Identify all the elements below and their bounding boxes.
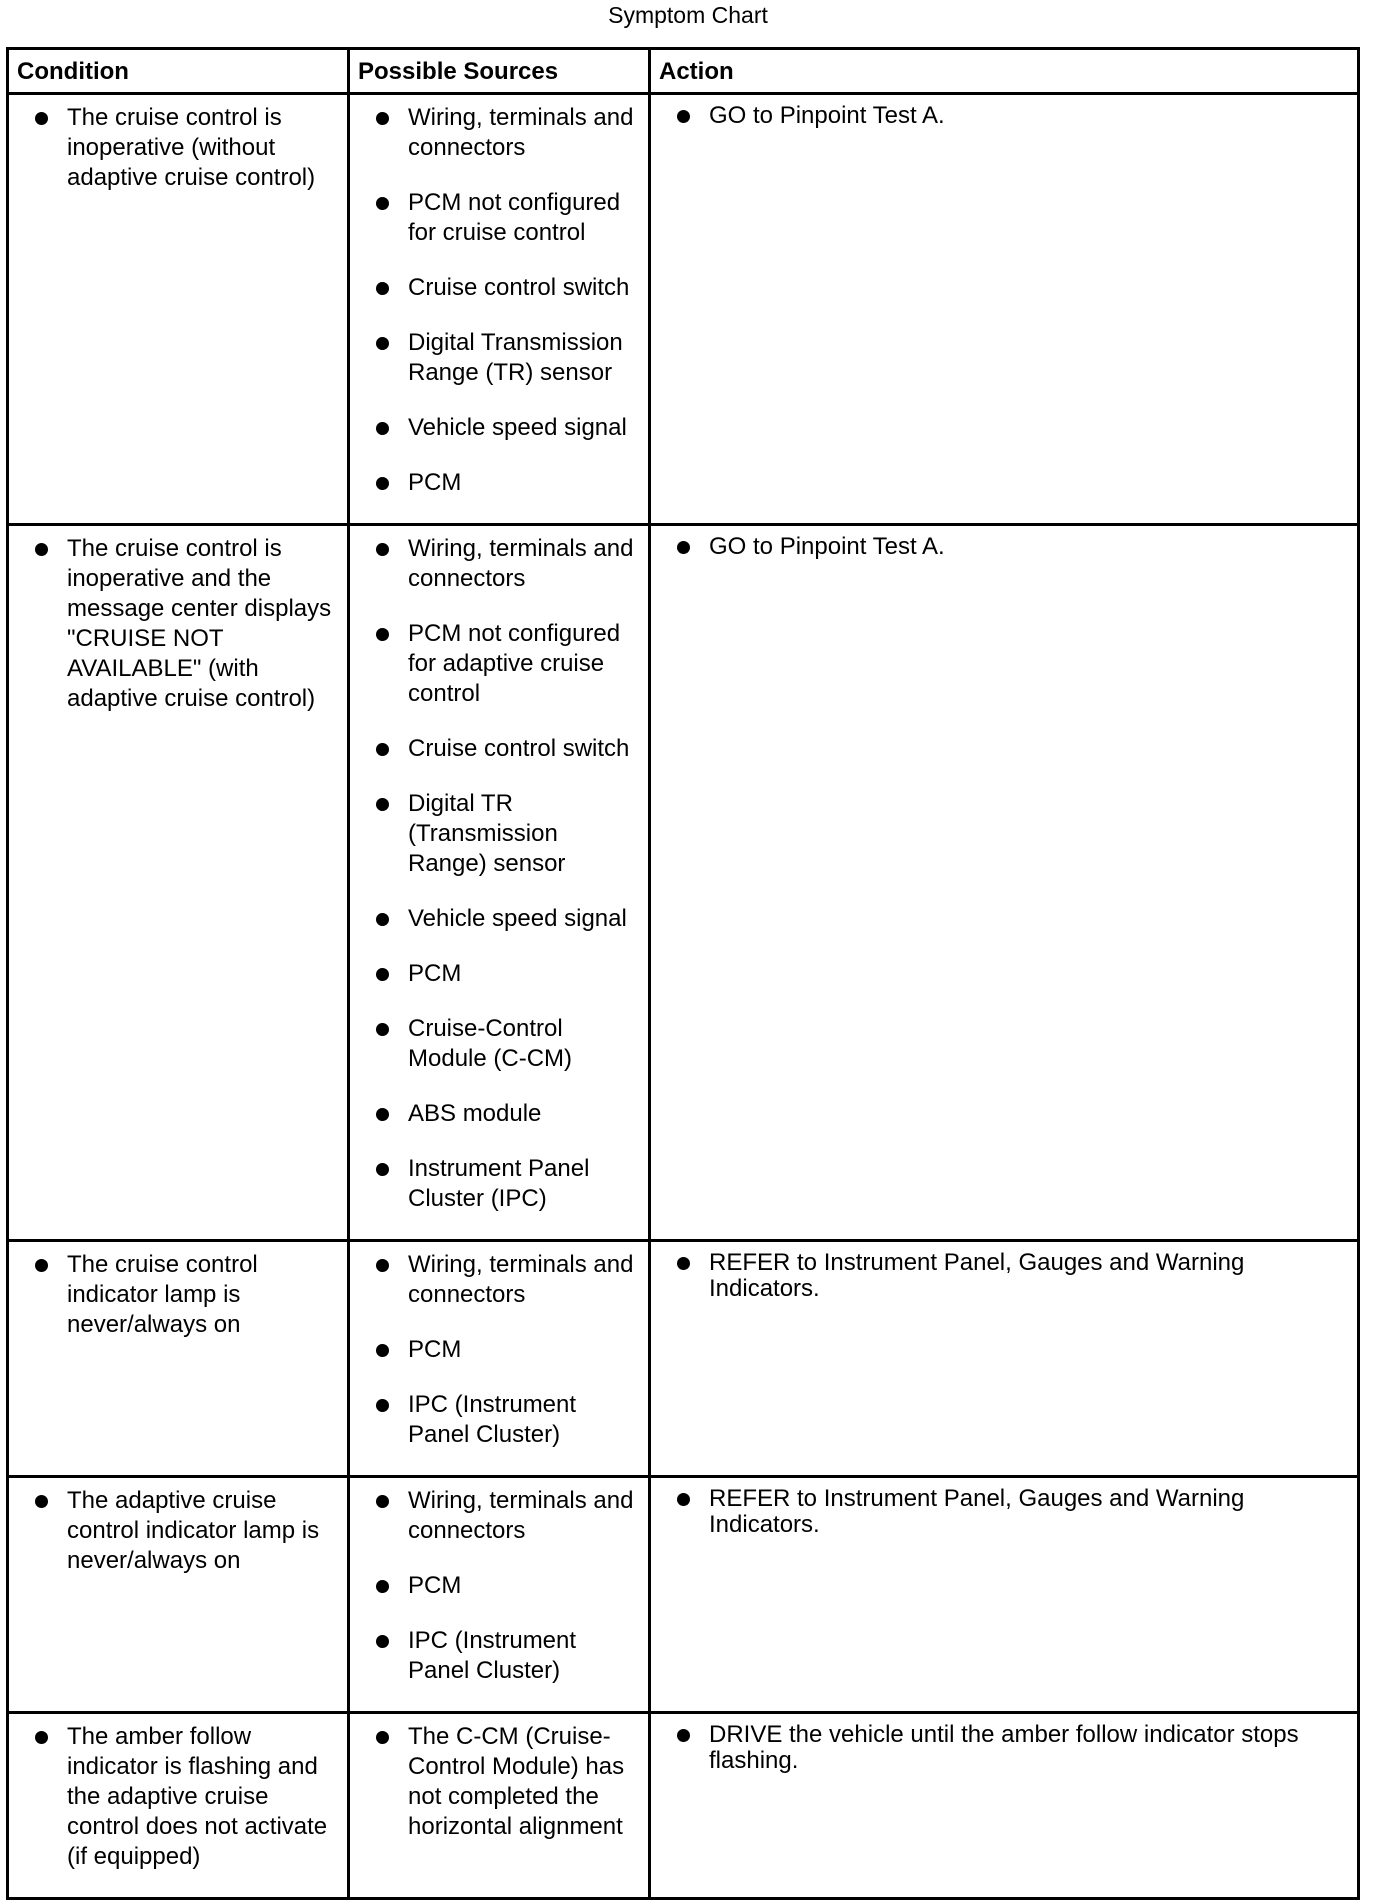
condition-cell bbox=[8, 525, 349, 1241]
action-cell bbox=[650, 525, 1359, 1241]
list-item-text: Instrument Panel Cluster (IPC) bbox=[408, 1155, 590, 1212]
bullet-icon bbox=[376, 282, 389, 295]
bullet-icon bbox=[376, 913, 389, 926]
list-item bbox=[350, 734, 642, 764]
bullet-icon bbox=[677, 541, 690, 554]
bullet-icon bbox=[35, 112, 48, 125]
bullet-icon bbox=[677, 1257, 690, 1270]
bullet-icon bbox=[35, 1495, 48, 1508]
bullet-icon bbox=[376, 337, 389, 350]
list-item bbox=[350, 1722, 642, 1842]
bullet-icon bbox=[376, 1023, 389, 1036]
list-item-text: Vehicle speed signal bbox=[408, 905, 627, 932]
list-item-text: GO to Pinpoint Test A. bbox=[709, 102, 945, 129]
list-item bbox=[350, 188, 642, 248]
bullet-icon bbox=[376, 1108, 389, 1121]
possible-sources-cell bbox=[349, 1241, 650, 1477]
list-item-text: Cruise-Control Module (C-CM) bbox=[408, 1015, 573, 1072]
bullet-icon bbox=[376, 798, 389, 811]
list-item-text: ABS module bbox=[408, 1100, 542, 1127]
list-item-text: REFER to Instrument Panel, Gauges and Warning Indicators. bbox=[709, 1249, 1245, 1302]
list-item-text: Digital TR (Transmission Range) sensor bbox=[408, 790, 566, 877]
list-item-text: PCM bbox=[408, 1572, 462, 1599]
list-item bbox=[350, 328, 642, 388]
possible-sources-cell bbox=[349, 94, 650, 525]
list-item-text: IPC (Instrument Panel Cluster) bbox=[408, 1391, 577, 1448]
list-item-text: Wiring, terminals and connectors bbox=[408, 1487, 634, 1544]
bullet-icon bbox=[376, 197, 389, 210]
list-item-text: The cruise control indicator lamp is never/always on bbox=[67, 1251, 258, 1338]
list-item-text: Wiring, terminals and connectors bbox=[408, 1251, 634, 1308]
list-item bbox=[651, 1250, 1351, 1302]
list-item bbox=[350, 1571, 642, 1601]
bullet-icon bbox=[376, 1259, 389, 1272]
list-item-text: The C-CM (Cruise-Control Module) has not completed the horizontal alignment bbox=[408, 1723, 625, 1840]
list-item-text: The cruise control is inoperative (without adaptive cruise control) bbox=[67, 104, 316, 191]
list-item bbox=[350, 103, 642, 163]
bullet-icon bbox=[376, 1163, 389, 1176]
list-item bbox=[350, 1390, 642, 1450]
bullet-icon bbox=[376, 628, 389, 641]
list-item-text: PCM not configured for cruise control bbox=[408, 189, 621, 246]
list-item bbox=[350, 1250, 642, 1310]
table-row bbox=[8, 1713, 1359, 1899]
table-row bbox=[8, 525, 1359, 1241]
bullet-icon bbox=[677, 110, 690, 123]
table-row bbox=[8, 94, 1359, 525]
list-item bbox=[350, 413, 642, 443]
list-item-text: GO to Pinpoint Test A. bbox=[709, 533, 945, 560]
list-item bbox=[350, 619, 642, 709]
list-item bbox=[9, 534, 341, 714]
bullet-icon bbox=[35, 1731, 48, 1744]
bullet-icon bbox=[376, 1399, 389, 1412]
bullet-icon bbox=[376, 477, 389, 490]
condition-cell bbox=[8, 1241, 349, 1477]
action-cell bbox=[650, 1477, 1359, 1713]
bullet-icon bbox=[677, 1493, 690, 1506]
list-item bbox=[350, 273, 642, 303]
list-item bbox=[350, 1335, 642, 1365]
condition-cell bbox=[8, 94, 349, 525]
bullet-icon bbox=[35, 543, 48, 556]
symptom-chart-table bbox=[6, 47, 1360, 1900]
list-item bbox=[9, 1486, 341, 1576]
list-item-text: DRIVE the vehicle until the amber follow indicator stops flashing. bbox=[709, 1721, 1299, 1774]
condition-cell bbox=[8, 1713, 349, 1899]
action-cell bbox=[650, 94, 1359, 525]
list-item bbox=[350, 904, 642, 934]
list-item bbox=[651, 1486, 1351, 1538]
list-item-text: PCM bbox=[408, 1336, 462, 1363]
list-item-text: Cruise control switch bbox=[408, 274, 630, 301]
list-item-text: PCM bbox=[408, 469, 462, 496]
bullet-icon bbox=[376, 968, 389, 981]
bullet-icon bbox=[376, 422, 389, 435]
list-item bbox=[350, 1014, 642, 1074]
header-condition: Condition bbox=[8, 49, 349, 94]
bullet-icon bbox=[376, 112, 389, 125]
bullet-icon bbox=[376, 743, 389, 756]
bullet-icon bbox=[376, 543, 389, 556]
table-row bbox=[8, 1241, 1359, 1477]
bullet-icon bbox=[376, 1635, 389, 1648]
list-item bbox=[651, 1722, 1351, 1774]
list-item-text: PCM not configured for adaptive cruise control bbox=[408, 620, 621, 707]
list-item bbox=[350, 959, 642, 989]
list-item bbox=[350, 1099, 642, 1129]
bullet-icon bbox=[376, 1344, 389, 1357]
header-action: Action bbox=[650, 49, 1359, 94]
list-item-text: The adaptive cruise control indicator lamp is never/always on bbox=[67, 1487, 320, 1574]
list-item bbox=[350, 1154, 642, 1214]
bullet-icon bbox=[677, 1729, 690, 1742]
list-item bbox=[350, 468, 642, 498]
possible-sources-cell bbox=[349, 1477, 650, 1713]
table-row bbox=[8, 1477, 1359, 1713]
action-cell bbox=[650, 1713, 1359, 1899]
page-title: Symptom Chart bbox=[608, 2, 768, 28]
list-item bbox=[9, 1250, 341, 1340]
list-item-text: Cruise control switch bbox=[408, 735, 630, 762]
condition-cell bbox=[8, 1477, 349, 1713]
list-item-text: Digital Transmission Range (TR) sensor bbox=[408, 329, 623, 386]
list-item-text: Wiring, terminals and connectors bbox=[408, 535, 634, 592]
list-item bbox=[9, 103, 341, 193]
list-item bbox=[350, 1486, 642, 1546]
possible-sources-cell bbox=[349, 525, 650, 1241]
list-item-text: PCM bbox=[408, 960, 462, 987]
bullet-icon bbox=[376, 1731, 389, 1744]
list-item bbox=[350, 1626, 642, 1686]
list-item-text: The cruise control is inoperative and the message center displays "CRUISE NOT AVAILABLE" (with adaptive cruise control) bbox=[67, 535, 332, 712]
list-item bbox=[651, 103, 1351, 129]
bullet-icon bbox=[35, 1259, 48, 1272]
list-item-text: REFER to Instrument Panel, Gauges and Warning Indicators. bbox=[709, 1485, 1245, 1538]
list-item-text: The amber follow indicator is flashing and the adaptive cruise control does not activate (if equipped) bbox=[67, 1723, 328, 1870]
list-item bbox=[350, 789, 642, 879]
table-header-row bbox=[8, 49, 1359, 94]
header-possible-sources: Possible Sources bbox=[349, 49, 650, 94]
list-item-text: Vehicle speed signal bbox=[408, 414, 627, 441]
action-cell bbox=[650, 1241, 1359, 1477]
list-item-text: Wiring, terminals and connectors bbox=[408, 104, 634, 161]
list-item-text: IPC (Instrument Panel Cluster) bbox=[408, 1627, 577, 1684]
bullet-icon bbox=[376, 1495, 389, 1508]
list-item bbox=[651, 534, 1351, 560]
list-item bbox=[9, 1722, 341, 1872]
bullet-icon bbox=[376, 1580, 389, 1593]
list-item bbox=[350, 534, 642, 594]
possible-sources-cell bbox=[349, 1713, 650, 1899]
